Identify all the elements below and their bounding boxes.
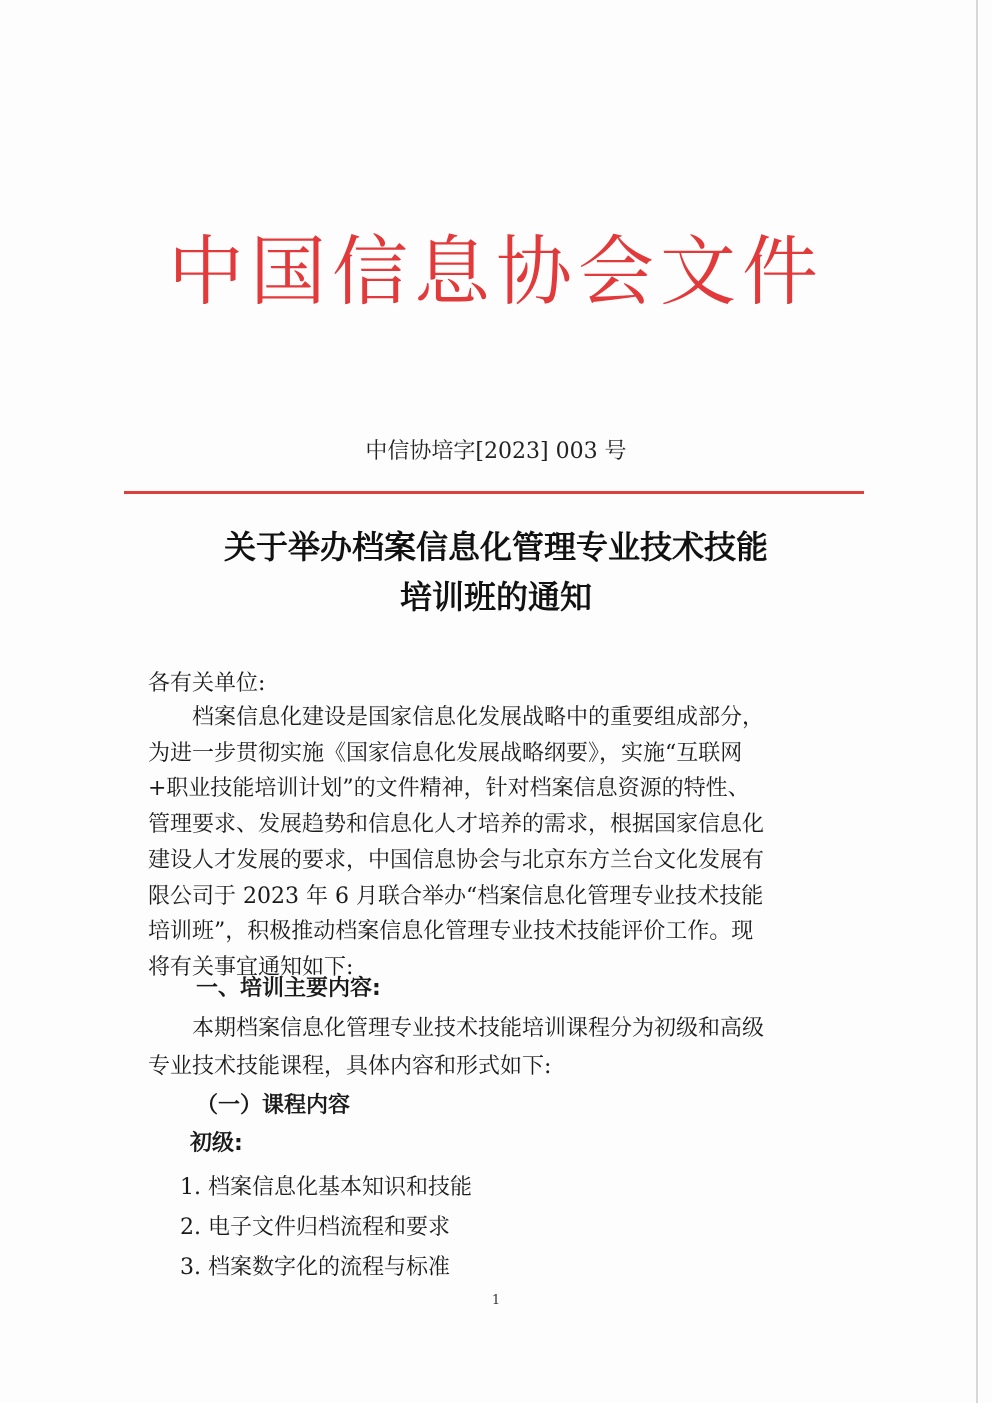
level-label: 初级:: [190, 1131, 243, 1156]
paragraph-line: 限公司于 2023 年 6 月联合举办“档案信息化管理专业技术技能: [148, 883, 764, 909]
list-item: 1. 档案信息化基本知识和技能: [180, 1175, 472, 1200]
page-edge: [976, 0, 978, 1403]
paragraph-line: 档案信息化建设是国家信息化发展战略中的重要组成部分，: [148, 705, 765, 730]
document-number: 中信协培字[2023] 003 号: [365, 439, 627, 464]
paragraph-line: 专业技术技能课程，具体内容和形式如下:: [148, 1054, 552, 1079]
paragraph-line: 培训班”，积极推动档案信息化管理专业技术技能评价工作。现: [148, 919, 754, 945]
list-item: 3. 档案数字化的流程与标准: [180, 1255, 450, 1280]
section-paragraph: [148, 1010, 848, 1086]
subsection-heading: （一）课程内容: [196, 1093, 351, 1118]
salutation: 各有关单位:: [148, 671, 266, 696]
paragraph-line: +职业技能培训计划”的文件精神，针对档案信息资源的特性、: [148, 776, 750, 802]
notice-title-line: 培训班的通知: [399, 578, 592, 616]
list-item: 2. 电子文件归档流程和要求: [180, 1215, 450, 1240]
notice-title-line: 关于举办档案信息化管理专业技术技能: [223, 528, 768, 566]
intro-paragraph: [148, 700, 848, 986]
red-divider: [124, 491, 864, 494]
paragraph-line: 管理要求、发展趋势和信息化人才培养的需求，根据国家信息化: [148, 812, 765, 838]
notice-title: [0, 522, 992, 622]
page-number: 1: [491, 1293, 501, 1308]
paragraph-line: 本期档案信息化管理专业技术技能培训课程分为初级和高级: [148, 1016, 765, 1041]
org-header-title: 中国信息协会文件: [168, 227, 824, 316]
paragraph-line: 将有关事宜通知如下:: [148, 954, 354, 980]
course-list: [180, 1168, 472, 1288]
section-heading: 一、培训主要内容:: [196, 976, 381, 1001]
paragraph-line: 建设人才发展的要求，中国信息协会与北京东方兰台文化发展有: [148, 847, 765, 873]
paragraph-line: 为进一步贯彻实施《国家信息化发展战略纲要》，实施“互联网: [148, 740, 743, 766]
